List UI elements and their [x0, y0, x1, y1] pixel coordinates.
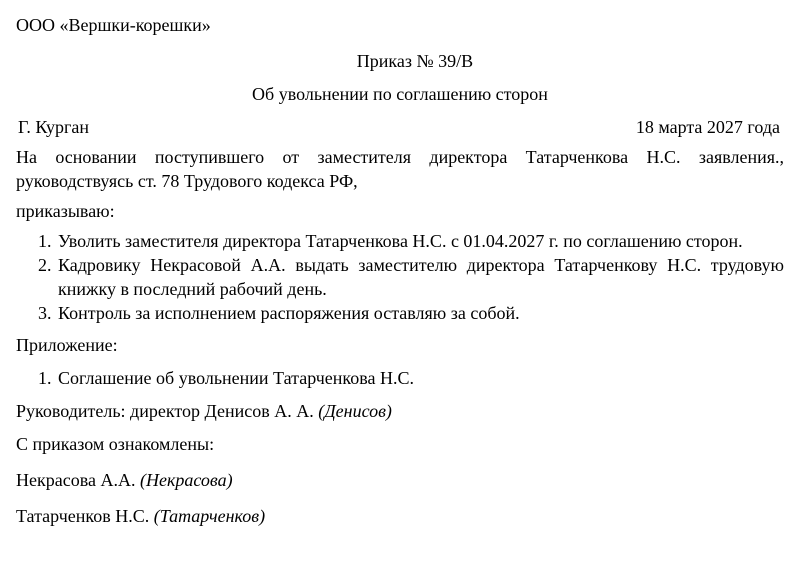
appendix-item — [16, 366, 784, 390]
order-item — [16, 301, 784, 325]
order-item-text: Кадровику Некрасовой А.А. выдать заместителю директора Татарченкову Н.С. трудовую книжку в последний рабочий день. — [58, 255, 784, 299]
order-item-number: 3. — [38, 303, 52, 323]
order-title: Приказ № 39/В — [356, 51, 474, 71]
acquainted-title: С приказом ознакомлены: — [16, 434, 215, 454]
order-date: 18 марта 2027 года — [635, 117, 780, 137]
order-item-text: Контроль за исполнением распоряжения оставляю за собой. — [58, 303, 520, 323]
acquainted-sign: (Некрасова) — [139, 470, 233, 490]
organization-name: ООО «Вершки-корешки» — [16, 15, 211, 35]
signature-label: Руководитель: директор Денисов А. А. — [16, 401, 314, 421]
acquainted-name: Татарченков Н.С. — [16, 506, 150, 526]
appendix-title: Приложение: — [16, 335, 118, 355]
order-item-text: Уволить заместителя директора Татарченкова Н.С. с 01.04.2027 г. по соглашению сторон. — [58, 231, 743, 251]
signature-sign: (Денисов) — [318, 401, 392, 421]
appendix-list — [16, 366, 784, 390]
order-word: приказываю: — [16, 201, 115, 221]
order-subtitle: Об увольнении по соглашению сторон — [252, 84, 548, 104]
appendix-item-text: Соглашение об увольнении Татарченкова Н.С. — [58, 368, 415, 388]
acquainted-person — [16, 504, 784, 528]
city: Г. Курган — [18, 117, 90, 137]
order-item — [16, 253, 784, 301]
order-items-list — [16, 229, 784, 325]
order-document — [16, 13, 784, 528]
acquainted-name: Некрасова А.А. — [16, 470, 136, 490]
appendix-item-number: 1. — [38, 368, 52, 388]
order-item-number: 2. — [38, 255, 52, 275]
acquainted-sign: (Татарченков) — [153, 506, 266, 526]
place-date-row — [16, 115, 784, 139]
order-item-number: 1. — [38, 231, 52, 251]
signature-line — [16, 399, 784, 423]
order-basis: На основании поступившего от заместителя директора Татарченкова Н.С. заявления., руководствуясь ст. 78 Трудового кодекса РФ, — [16, 147, 784, 191]
acquainted-person — [16, 468, 784, 492]
order-item — [16, 229, 784, 253]
